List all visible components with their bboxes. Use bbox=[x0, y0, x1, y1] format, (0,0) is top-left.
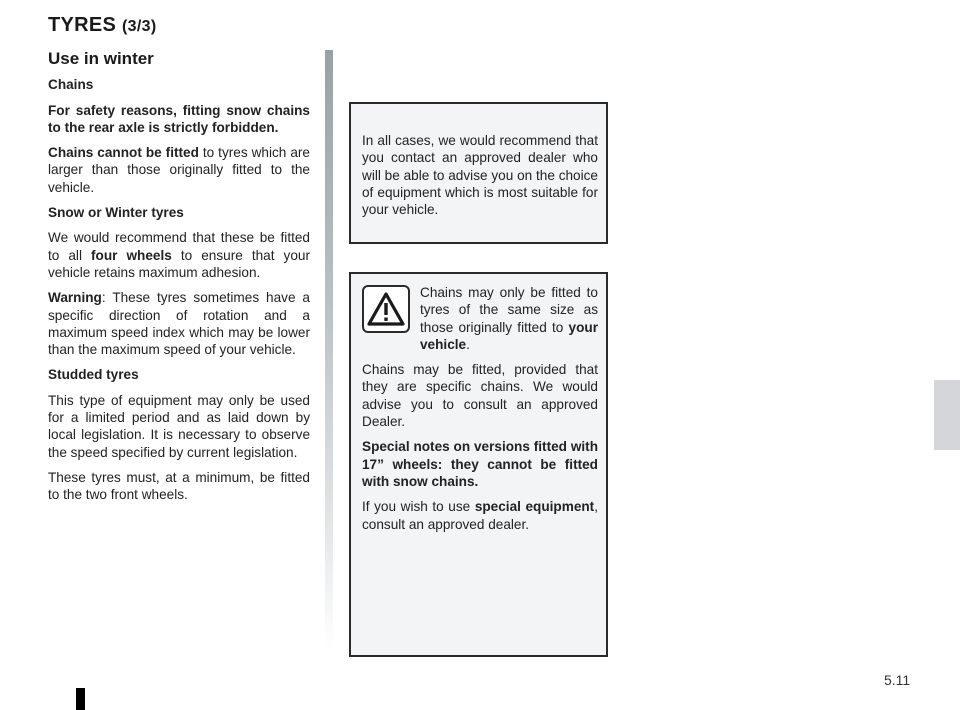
snow-tyres-paragraph bbox=[48, 229, 310, 281]
warning-text: : These tyres sometimes have a specific direction of rotation and a maximum speed index which may be lower than the maximum speed of your vehicle. bbox=[48, 290, 310, 358]
studded-tyres-paragraph-2: These tyres must, at a minimum, be fitted to the two front wheels. bbox=[48, 469, 310, 503]
studded-tyres-subheading: Studded tyres bbox=[48, 367, 139, 383]
warning-triangle-icon bbox=[362, 285, 410, 333]
warning-row bbox=[362, 284, 598, 353]
chains-subheading: Chains bbox=[48, 77, 94, 93]
special-notes-text: Special notes on versions fitted with 17” wheels: they cannot be fitted with snow chains. bbox=[362, 439, 598, 489]
crop-mark bbox=[76, 688, 85, 710]
snow-tyres-text-b: to ensure that your vehicle retains maximum adhesion. bbox=[48, 247, 310, 280]
chapter-side-tab bbox=[934, 380, 960, 450]
page-title-text: TYRES bbox=[48, 14, 117, 36]
specific-chains-paragraph: Chains may be fitted, provided that they are specific chains. We would advise you to consult an approved Dealer. bbox=[362, 362, 598, 430]
chains-size-paragraph bbox=[48, 144, 310, 196]
special-equipment-bold: special equipment bbox=[474, 499, 595, 515]
section-heading: Use in winter bbox=[48, 49, 154, 68]
chains-safety-text: For safety reasons, fitting snow chains to the rear axle is strictly forbidden. bbox=[48, 102, 310, 135]
dealer-advice-text: In all cases, we would recommend that you contact an approved dealer who will be able to advise you on the choice of equipment which is most suitable for your vehicle. bbox=[362, 133, 598, 218]
chains-size-bold: Chains cannot be fitted bbox=[48, 145, 199, 161]
chain-size-warning-bold: your vehicle bbox=[420, 319, 598, 352]
special-equipment-text-b: , consult an approved dealer. bbox=[362, 499, 598, 532]
special-equipment-paragraph bbox=[362, 498, 598, 533]
chain-size-warning-end: . bbox=[466, 336, 470, 352]
dealer-advice-box bbox=[349, 102, 608, 244]
warning-paragraph bbox=[48, 289, 310, 358]
page-title bbox=[48, 14, 156, 37]
page-title-part: (3/3) bbox=[122, 18, 157, 35]
chain-size-warning bbox=[420, 284, 598, 353]
left-column bbox=[48, 50, 310, 512]
snow-tyres-text-a: We would recommend that these be fitted to all bbox=[48, 230, 310, 263]
special-notes-paragraph bbox=[362, 438, 598, 490]
page-number: 5.11 bbox=[884, 672, 911, 688]
chain-size-warning-text: Chains may only be fitted to tyres of the same size as those originally fitted to bbox=[420, 285, 598, 335]
chains-size-text: to tyres which are larger than those originally fitted to the vehicle. bbox=[48, 145, 310, 195]
chains-warning-box bbox=[349, 272, 608, 657]
chains-safety-paragraph bbox=[48, 102, 310, 137]
studded-tyres-paragraph-1: This type of equipment may only be used for a limited period and as laid down by local legislation. It is necessary to observe the speed specified by current legislation. bbox=[48, 392, 310, 460]
snow-tyres-bold: four wheels bbox=[91, 247, 172, 263]
column-divider bbox=[325, 50, 333, 650]
special-equipment-text-a: If you wish to use bbox=[362, 499, 475, 515]
snow-tyres-subheading: Snow or Winter tyres bbox=[48, 205, 184, 221]
warning-label: Warning bbox=[48, 290, 102, 306]
